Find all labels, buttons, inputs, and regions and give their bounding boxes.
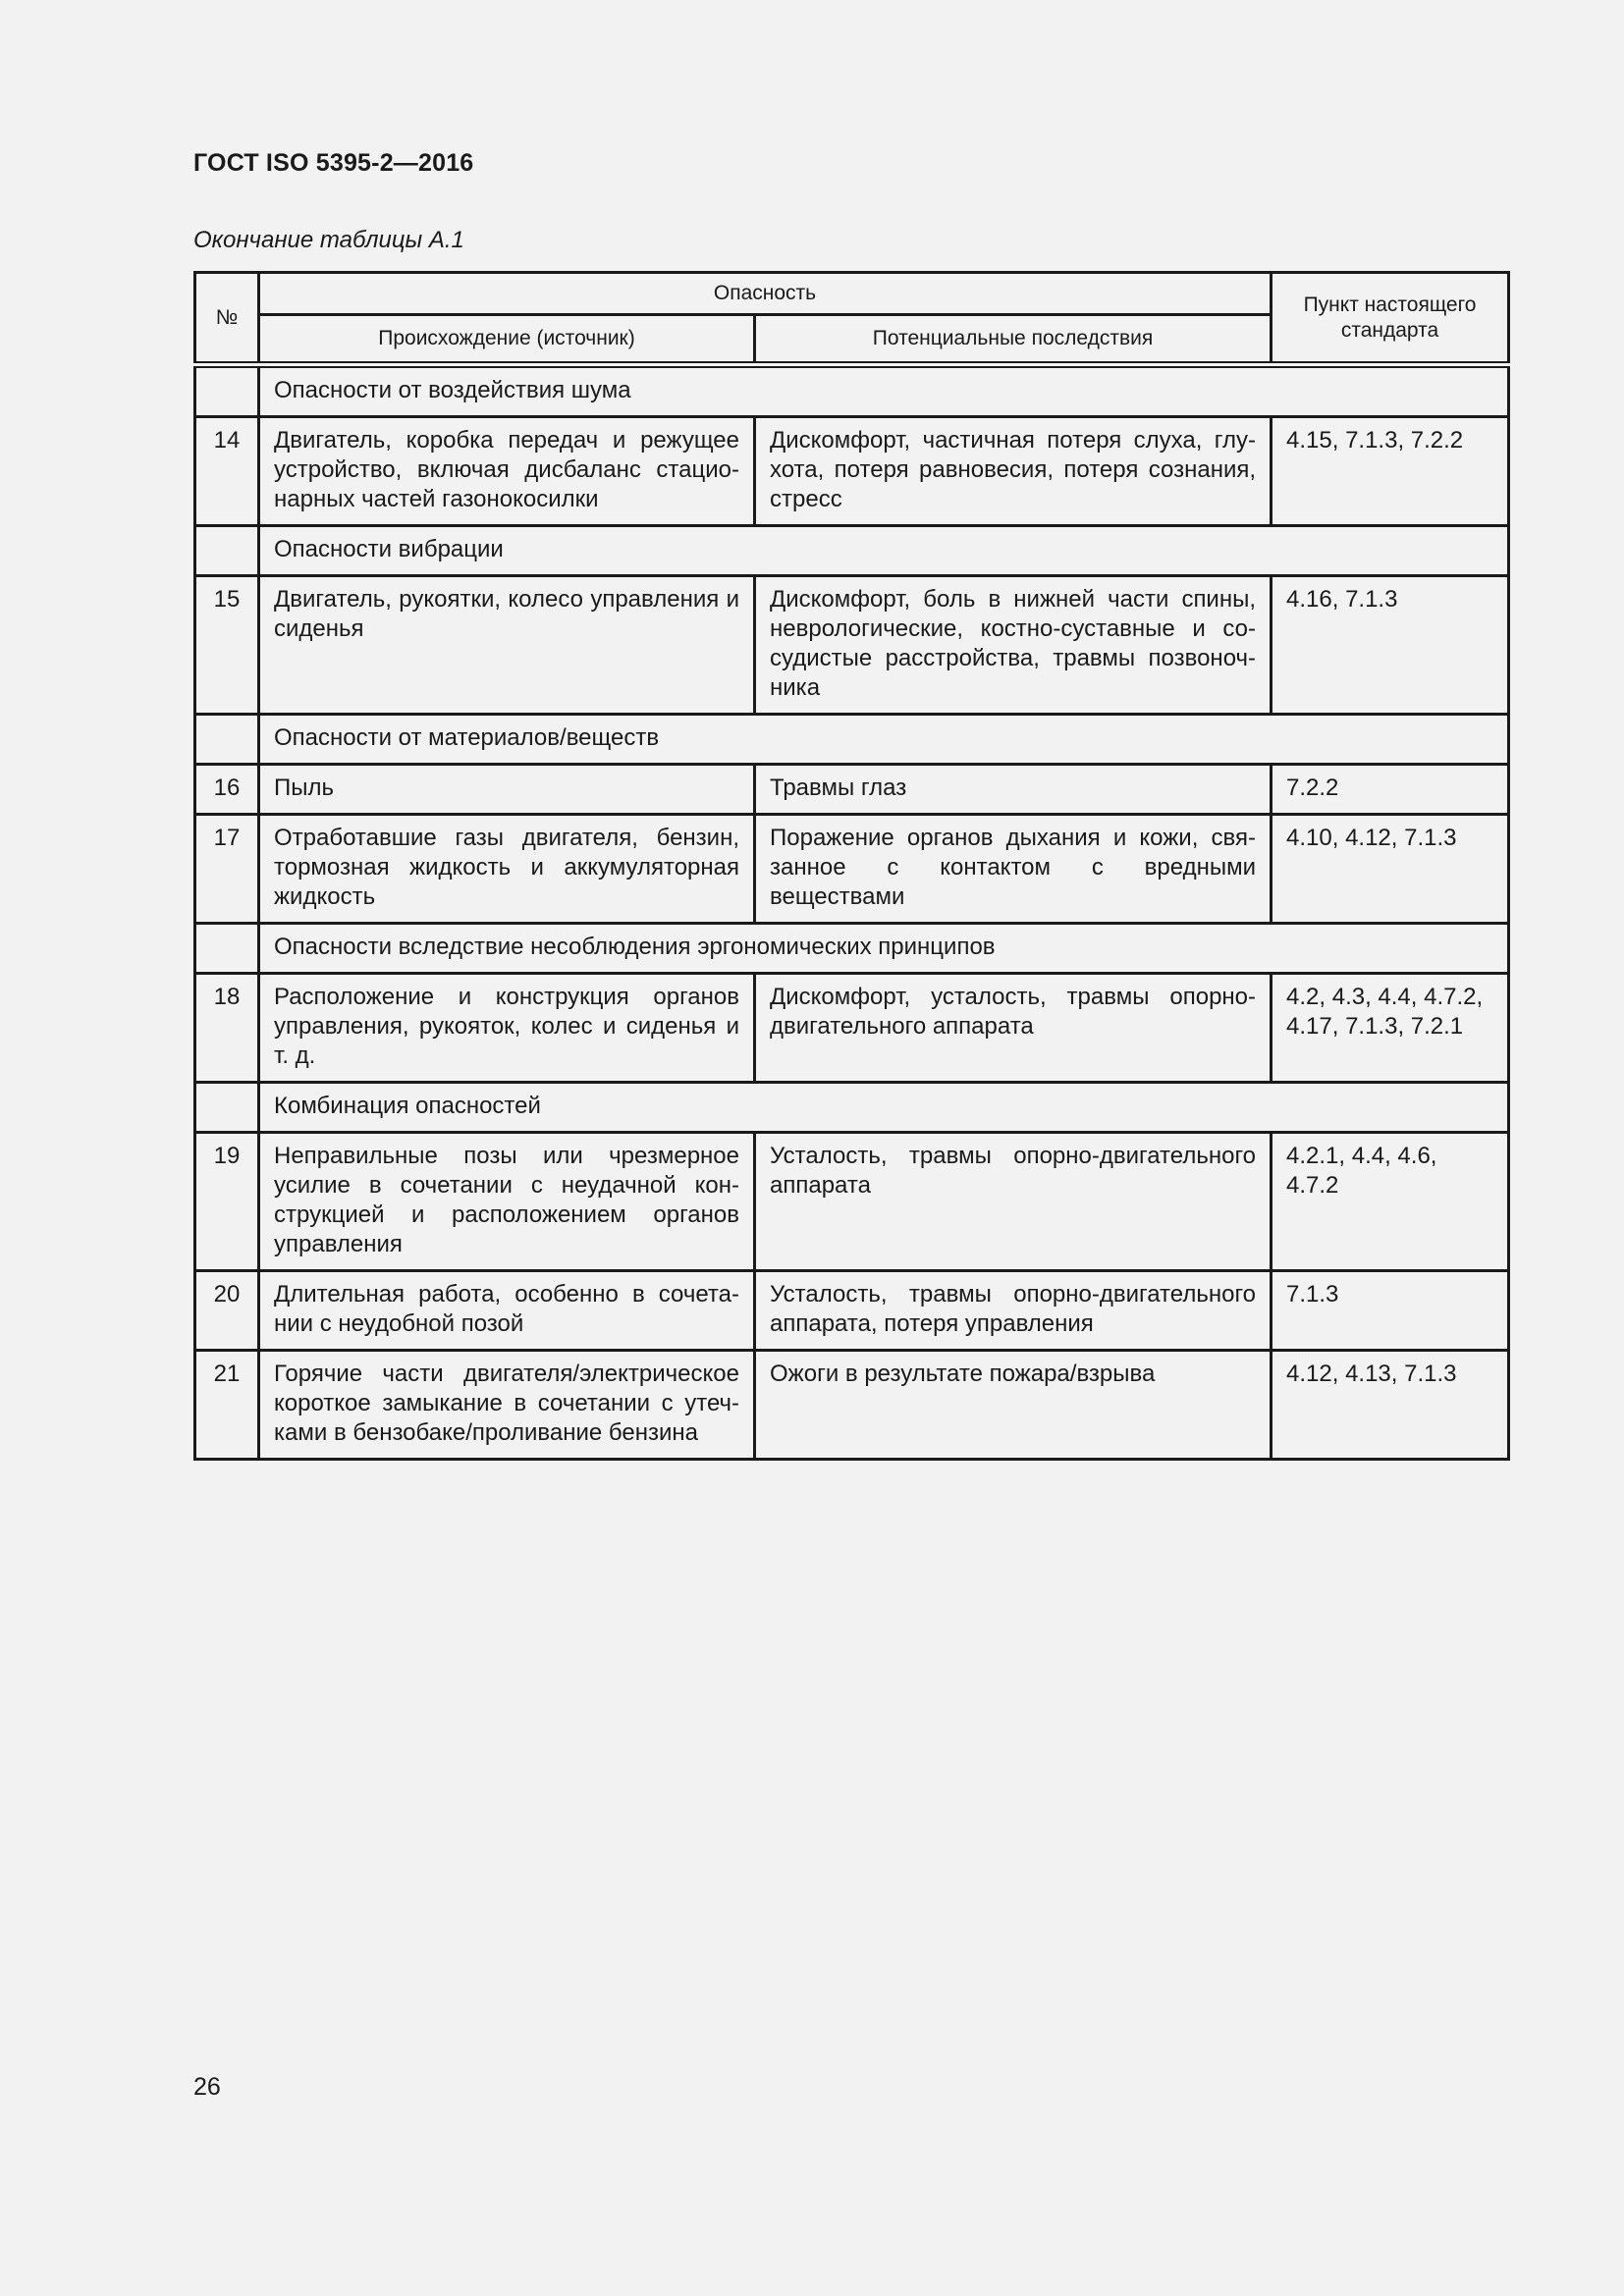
row-number: 16 <box>195 765 259 815</box>
row-clause: 4.15, 7.1.3, 7.2.2 <box>1272 417 1509 526</box>
row-consequences: Дискомфорт, боль в нижней части спины, неврологические, костно-суставные и сосудистые расстройства, травмы позвоночника <box>755 576 1272 715</box>
table-body <box>195 365 1509 1460</box>
row-origin: Горячие части двигателя/электрическое короткое замыкание в сочетании с утечками в бензобаке/проливание бензина <box>259 1351 755 1460</box>
document-header: ГОСТ ISO 5395-2—2016 <box>193 149 474 177</box>
table-row <box>195 1133 1509 1271</box>
group-number-cell <box>195 715 259 765</box>
header-consequences: Потенциальные последствия <box>755 315 1272 365</box>
group-row <box>195 526 1509 576</box>
group-row <box>195 715 1509 765</box>
row-number: 14 <box>195 417 259 526</box>
row-clause: 4.2, 4.3, 4.4, 4.7.2, 4.17, 7.1.3, 7.2.1 <box>1272 974 1509 1083</box>
row-number: 20 <box>195 1271 259 1351</box>
hazard-table <box>193 271 1510 1461</box>
row-clause: 4.2.1, 4.4, 4.6, 4.7.2 <box>1272 1133 1509 1271</box>
page-number: 26 <box>193 2073 221 2101</box>
group-number-cell <box>195 365 259 417</box>
row-clause: 4.10, 4.12, 7.1.3 <box>1272 815 1509 924</box>
group-title: Опасности от воздействия шума <box>259 365 1509 417</box>
header-number: № <box>195 273 259 365</box>
row-consequences: Усталость, травмы опорно-двигательного аппарата <box>755 1133 1272 1271</box>
row-consequences: Дискомфорт, усталость, травмы опорно-двигательного аппарата <box>755 974 1272 1083</box>
row-origin: Двигатель, рукоятки, колесо управления и сиденья <box>259 576 755 715</box>
row-consequences: Усталость, травмы опорно-двигательного аппарата, потеря управления <box>755 1271 1272 1351</box>
row-origin: Двигатель, коробка передач и режущее устройство, включая дисбаланс стационарных частей газонокосилки <box>259 417 755 526</box>
row-clause: 4.16, 7.1.3 <box>1272 576 1509 715</box>
row-consequences: Поражение органов дыхания и кожи, связанное с контактом с вредными веществами <box>755 815 1272 924</box>
header-hazard: Опасность <box>259 273 1272 315</box>
group-row <box>195 1083 1509 1133</box>
row-number: 18 <box>195 974 259 1083</box>
row-number: 17 <box>195 815 259 924</box>
table-row <box>195 417 1509 526</box>
row-clause: 7.2.2 <box>1272 765 1509 815</box>
group-number-cell <box>195 924 259 974</box>
row-number: 19 <box>195 1133 259 1271</box>
table-row <box>195 1271 1509 1351</box>
group-number-cell <box>195 526 259 576</box>
row-consequences: Ожоги в результате пожара/взрыва <box>755 1351 1272 1460</box>
row-consequences: Дискомфорт, частичная потеря слуха, глухота, потеря равновесия, потеря сознания, стресс <box>755 417 1272 526</box>
row-consequences: Травмы глаз <box>755 765 1272 815</box>
table-row <box>195 1351 1509 1460</box>
group-title: Опасности от материалов/веществ <box>259 715 1509 765</box>
row-number: 21 <box>195 1351 259 1460</box>
row-clause: 7.1.3 <box>1272 1271 1509 1351</box>
row-origin: Длительная работа, особенно в сочетании с неудобной позой <box>259 1271 755 1351</box>
table-header <box>195 273 1509 365</box>
header-clause: Пункт настоящего стандарта <box>1272 273 1509 365</box>
table-row <box>195 974 1509 1083</box>
row-origin: Пыль <box>259 765 755 815</box>
group-title: Комбинация опасностей <box>259 1083 1509 1133</box>
row-origin: Неправильные позы или чрезмерное усилие в сочетании с неудачной конструкцией и расположением органов управления <box>259 1133 755 1271</box>
row-number: 15 <box>195 576 259 715</box>
table-row <box>195 765 1509 815</box>
group-title: Опасности вследствие несоблюдения эргономических принципов <box>259 924 1509 974</box>
table-row <box>195 815 1509 924</box>
group-row <box>195 365 1509 417</box>
table-row <box>195 576 1509 715</box>
row-clause: 4.12, 4.13, 7.1.3 <box>1272 1351 1509 1460</box>
table-caption: Окончание таблицы А.1 <box>193 227 464 253</box>
row-origin: Расположение и конструкция органов управления, рукояток, колес и сиденья и т. д. <box>259 974 755 1083</box>
group-row <box>195 924 1509 974</box>
group-title: Опасности вибрации <box>259 526 1509 576</box>
header-origin: Происхождение (источник) <box>259 315 755 365</box>
row-origin: Отработавшие газы двигателя, бензин, тормозная жидкость и аккумуляторная жидкость <box>259 815 755 924</box>
group-number-cell <box>195 1083 259 1133</box>
